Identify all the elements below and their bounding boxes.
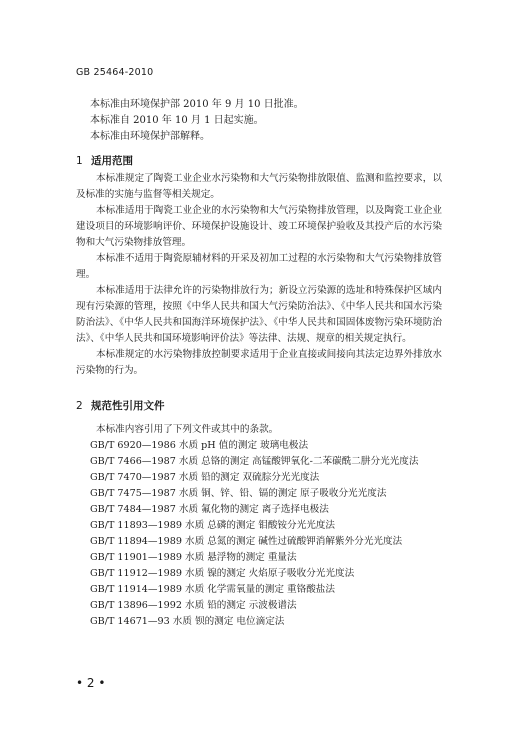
reference-item: GB/T 11914—1989 水质 化学需氧量的测定 重铬酸盐法 <box>90 584 335 595</box>
standard-code: GB 25464-2010 <box>76 67 154 78</box>
references-intro: 本标准内容引用了下列文件或其中的条款。 <box>96 424 279 435</box>
reference-item: GB/T 7484—1987 水质 氟化物的测定 离子选择电极法 <box>90 504 329 515</box>
reference-item: GB/T 11893—1989 水质 总磷的测定 钼酸铵分光光度法 <box>90 520 335 531</box>
approval-notes <box>90 97 450 145</box>
paragraph: 本标准适用于陶瓷工业企业的水污染物和大气污染物排放管理，以及陶瓷工业企业建设项目的环境影响评价、环境保护设施设计、竣工环境保护验收及其投产后的水污染物和大气污染物排放管理。 <box>76 205 442 248</box>
section-2-number: 2 <box>76 400 83 412</box>
interpretation-line: 本标准由环境保护部解释。 <box>90 131 210 142</box>
paragraph: 本标准规定的水污染物排放控制要求适用于企业直接或间接向其法定边界外排放水污染物的行为。 <box>76 349 442 376</box>
section-1-heading <box>76 153 133 168</box>
reference-item: GB/T 7470—1987 水质 铅的测定 双硫腙分光光度法 <box>90 472 320 483</box>
section-1-body <box>76 171 442 379</box>
reference-item: GB/T 13896—1992 水质 铅的测定 示波极谱法 <box>90 600 297 611</box>
paragraph: 本标准规定了陶瓷工业企业水污染物和大气污染物排放限值、监测和监控要求，以及标准的实施与监督等相关规定。 <box>76 173 442 200</box>
reference-item: GB/T 11894—1989 水质 总氮的测定 碱性过硫酸钾消解紫外分光光度法 <box>90 536 403 547</box>
reference-item: GB/T 7466—1987 水质 总铬的测定 高锰酸钾氧化-二苯碳酰二肼分光光度法 <box>90 456 419 467</box>
reference-item: GB/T 7475—1987 水质 铜、锌、铅、镉的测定 原子吸收分光光度法 <box>90 488 387 499</box>
reference-item: GB/T 11912—1989 水质 镍的测定 火焰原子吸收分光光度法 <box>90 568 355 579</box>
section-2-heading <box>76 398 165 413</box>
effective-date-line: 本标准自 2010 年 10 月 1 日起实施。 <box>90 115 264 126</box>
section-1-number: 1 <box>76 155 83 167</box>
approval-line: 本标准由环境保护部 2010 年 9 月 10 日批准。 <box>90 99 304 110</box>
section-1-title: 适用范围 <box>91 155 133 167</box>
reference-item: GB/T 6920—1986 水质 pH 值的测定 玻璃电极法 <box>90 440 309 451</box>
normative-references <box>76 422 442 630</box>
section-2-title: 规范性引用文件 <box>91 400 165 412</box>
paragraph: 本标准不适用于陶瓷原辅材料的开采及初加工过程的水污染物和大气污染物排放管理。 <box>76 253 442 280</box>
reference-item: GB/T 11901—1989 水质 悬浮物的测定 重量法 <box>90 552 297 563</box>
paragraph: 本标准适用于法律允许的污染物排放行为；新设立污染源的选址和特殊保护区域内现有污染源的管理，按照《中华人民共和国大气污染防治法》、《中华人民共和国水污染防治法》、《中华人民共和国海洋环境保护法》、《中华人民共和国固体废物污染环境防治法》、《中华人民共和国环境影响评价法》等法律、法规、规章的相关规定执行。 <box>76 285 442 344</box>
reference-item: GB/T 14671—93 水质 钡的测定 电位滴定法 <box>90 616 285 627</box>
page-number: • 2 • <box>76 676 106 690</box>
